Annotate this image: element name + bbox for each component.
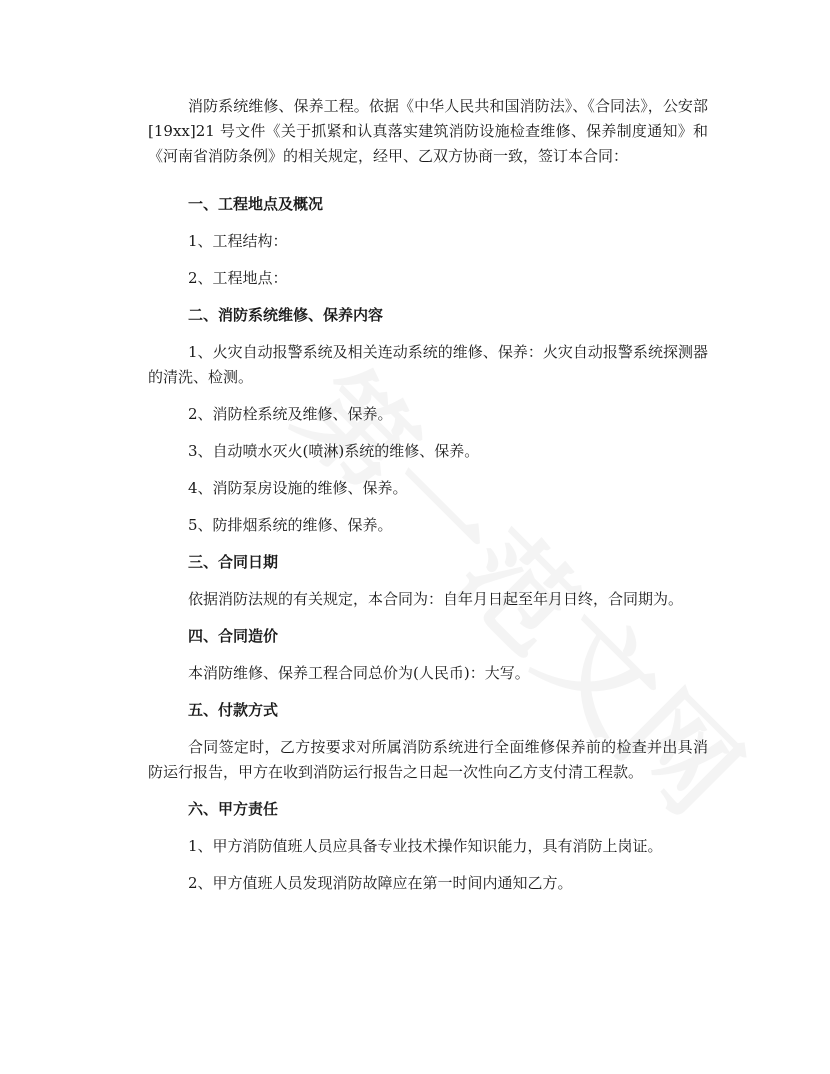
sec5-text: 合同签定时，乙方按要求对所属消防系统进行全面维修保养前的检查并出具消防运行报告，甲方在收到消防运行报告之日起一次性向乙方支付清工程款。 — [148, 738, 708, 781]
sec1-item-2: 2、工程地点： — [188, 269, 288, 287]
sec2-item-2: 2、消防栓系统及维修、保养。 — [188, 405, 393, 423]
sec2-item-4: 4、消防泵房设施的维修、保养。 — [188, 479, 408, 497]
sec2-item-5: 5、防排烟系统的维修、保养。 — [188, 516, 393, 534]
section-heading-1: 一、工程地点及概况 — [188, 195, 324, 213]
sec6-item-1: 1、甲方消防值班人员应具备专业技术操作知识能力，具有消防上岗证。 — [188, 837, 663, 855]
section-heading-2: 二、消防系统维修、保养内容 — [188, 306, 384, 324]
sec3-text: 依据消防法规的有关规定，本合同为：自年月日起至年月日终，合同期为。 — [188, 590, 684, 608]
sec1-item-1: 1、工程结构： — [188, 232, 288, 250]
section-heading-3: 三、合同日期 — [188, 553, 279, 571]
intro-paragraph: 消防系统维修、保养工程。依据《中华人民共和国消防法》、《合同法》，公安部[19xx]21 号文件《关于抓紧和认真落实建筑消防设施检查维修、保养制度通知》和《河南省消防条例》的相关规定，经甲、乙双方协商一致，签订本合同： — [148, 97, 708, 165]
sec4-text: 本消防维修、保养工程合同总价为(人民币)：大写。 — [188, 664, 530, 682]
section-heading-6: 六、甲方责任 — [188, 800, 279, 818]
sec2-item-3: 3、自动喷水灭火(喷淋)系统的维修、保养。 — [188, 442, 480, 460]
section-heading-4: 四、合同造价 — [188, 627, 279, 645]
sec2-item-1: 1、火灾自动报警系统及相关连动系统的维修、保养：火灾自动报警系统探测器的清洗、检测。 — [148, 343, 708, 386]
sec6-item-2: 2、甲方值班人员发现消防故障应在第一时间内通知乙方。 — [188, 874, 573, 892]
document-body — [148, 94, 708, 896]
section-heading-5: 五、付款方式 — [188, 701, 279, 719]
